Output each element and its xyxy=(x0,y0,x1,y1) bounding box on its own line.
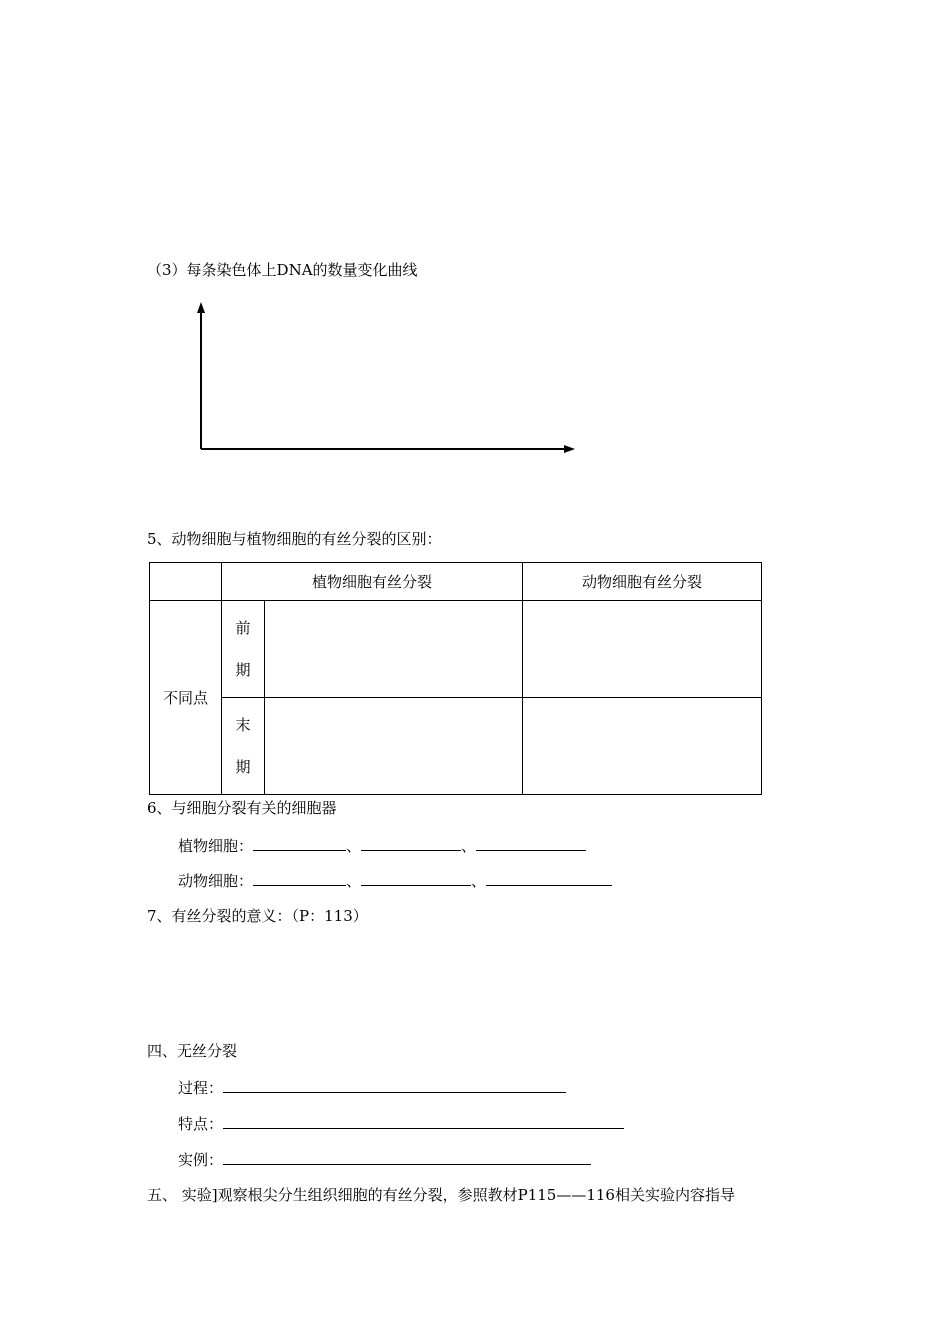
phase-prophase-char1: 前 xyxy=(235,619,251,637)
separator: 、 xyxy=(471,872,487,890)
s4-example-line xyxy=(178,1150,591,1169)
cell-animal-telophase xyxy=(523,698,762,795)
cell-plant-prophase xyxy=(265,601,523,698)
example-blank[interactable] xyxy=(223,1150,591,1165)
process-blank[interactable] xyxy=(223,1078,566,1093)
q6-title: 6、与细胞分裂有关的细胞器 xyxy=(147,799,337,817)
q6-animal-line xyxy=(178,871,612,890)
q3-title: （3）每条染色体上DNA的数量变化曲线 xyxy=(147,261,418,279)
s4-process-line xyxy=(178,1078,566,1097)
q7-title: 7、有丝分裂的意义：（P：113） xyxy=(147,907,368,925)
s4-process-label: 过程： xyxy=(178,1079,224,1097)
s4-example-label: 实例： xyxy=(178,1151,224,1169)
s4-title: 四、无丝分裂 xyxy=(147,1042,238,1060)
phase-prophase-char2: 期 xyxy=(235,661,251,679)
s4-feature-label: 特点： xyxy=(178,1115,224,1133)
header-animal: 动物细胞有丝分裂 xyxy=(523,563,762,601)
animal-organelle-blank-3[interactable] xyxy=(486,871,612,886)
comparison-table xyxy=(149,562,762,795)
s5-title: 五、 实验]观察根尖分生组织细胞的有丝分裂，参照教材P115——116相关实验内容指导 xyxy=(147,1186,735,1204)
separator: 、 xyxy=(346,837,362,855)
separator: 、 xyxy=(346,872,362,890)
phase-telophase xyxy=(222,698,265,795)
feature-blank[interactable] xyxy=(223,1114,624,1129)
cell-plant-telophase xyxy=(265,698,523,795)
cell-animal-prophase xyxy=(523,601,762,698)
row-label-difference: 不同点 xyxy=(150,601,222,795)
s4-feature-line xyxy=(178,1114,624,1133)
plant-organelle-blank-2[interactable] xyxy=(361,836,461,851)
animal-organelle-blank-1[interactable] xyxy=(253,871,346,886)
phase-telophase-char2: 期 xyxy=(235,758,251,776)
y-axis-arrow xyxy=(197,302,205,313)
q5-title: 5、动物细胞与植物细胞的有丝分裂的区别： xyxy=(147,530,442,548)
separator: 、 xyxy=(461,837,477,855)
plant-organelle-blank-1[interactable] xyxy=(253,836,346,851)
q6-plant-label: 植物细胞： xyxy=(178,837,254,855)
animal-organelle-blank-2[interactable] xyxy=(361,871,471,886)
q6-animal-label: 动物细胞： xyxy=(178,872,254,890)
table-corner-cell xyxy=(150,563,222,601)
plant-organelle-blank-3[interactable] xyxy=(476,836,586,851)
q6-plant-line xyxy=(178,836,586,855)
x-axis-arrow xyxy=(564,445,575,453)
phase-prophase xyxy=(222,601,265,698)
phase-telophase-char1: 末 xyxy=(235,716,251,734)
header-plant: 植物细胞有丝分裂 xyxy=(222,563,523,601)
